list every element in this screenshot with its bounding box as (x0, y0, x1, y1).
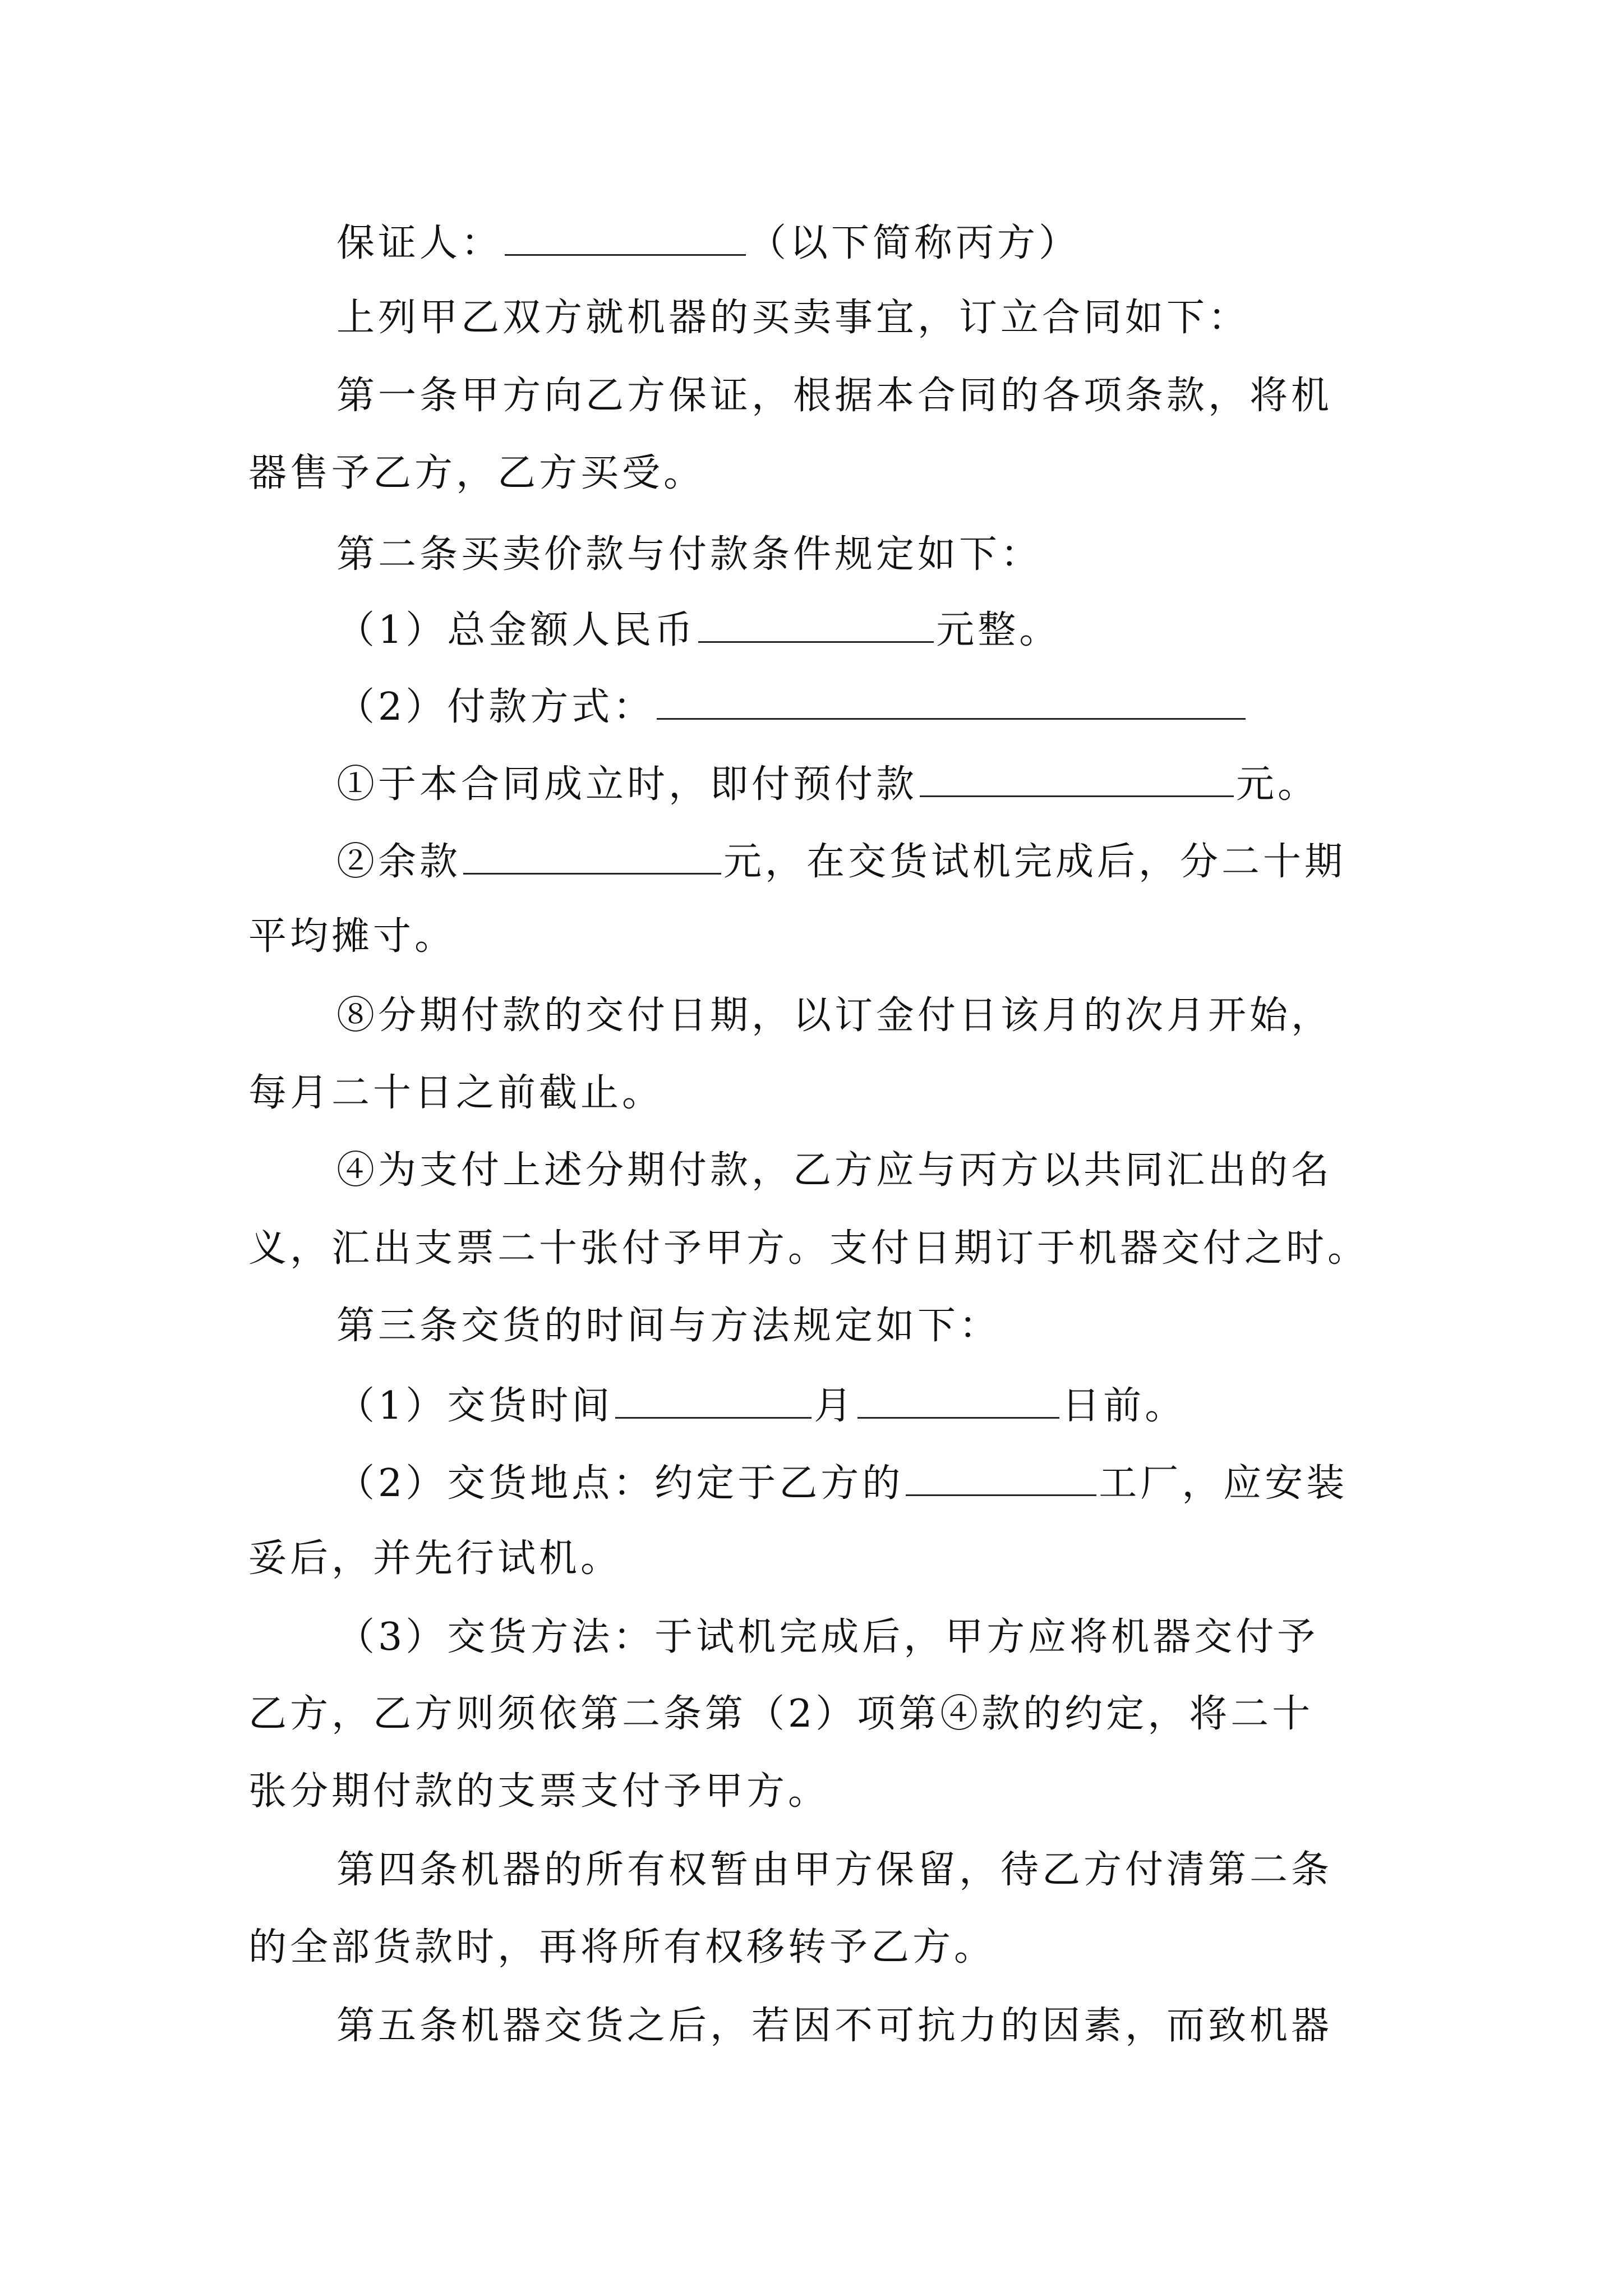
cheque-line-2: 义，汇出支票二十张付予甲方。支付日期订于机器交付之时。 (248, 1226, 1370, 1271)
delivery-time-line (336, 1384, 1187, 1428)
article-4-line-1: 第四条机器的所有权暂由甲方保留，待乙方付清第二条 (336, 1848, 1333, 1892)
delivery-day-unit: 日前。 (1062, 1384, 1187, 1428)
payment-method-label: （2）付款方式： (336, 685, 655, 729)
payment-method-line (336, 685, 1248, 729)
guarantor-blank (505, 222, 746, 256)
delivery-month-blank (615, 1384, 811, 1419)
delivery-place-label: （2）交货地点：约定于乙方的 (336, 1461, 904, 1506)
preamble-line: 上列甲乙双方就机器的买卖事宜，订立合同如下： (336, 296, 1250, 340)
guarantor-line (336, 222, 1080, 263)
article-1-line-1: 第一条甲方向乙方保证，根据本合同的各项条款，将机 (336, 374, 1333, 418)
delivery-place-line-1 (336, 1461, 1348, 1506)
delivery-method-line-3: 张分期付款的支票支付予甲方。 (248, 1769, 830, 1814)
delivery-day-blank (857, 1384, 1059, 1419)
delivery-month-unit: 月 (814, 1384, 856, 1428)
balance-text: 元，在交货试机完成后，分二十期 (723, 840, 1347, 884)
prepayment-unit: 元。 (1236, 762, 1320, 807)
total-amount-unit: 元整。 (936, 608, 1061, 652)
delivery-time-label: （1）交货时间 (336, 1384, 614, 1428)
cheque-line-1: ④为支付上述分期付款，乙方应与丙方以共同汇出的名 (336, 1148, 1333, 1193)
installment-date-line-1: ⑧分期付款的交付日期，以订金付日该月的次月开始， (336, 993, 1333, 1038)
total-amount-label: （1）总金额人民币 (336, 608, 697, 652)
delivery-place-text: 工厂，应安装 (1099, 1461, 1348, 1506)
payment-method-blank (657, 685, 1246, 720)
balance-label: ②余款 (336, 840, 462, 884)
prepayment-blank (920, 763, 1234, 797)
balance-blank (463, 840, 721, 875)
prepayment-label: ①于本合同成立时，即付预付款 (336, 762, 918, 807)
guarantor-label: 保证人： (336, 221, 503, 265)
delivery-place-blank (906, 1462, 1096, 1496)
delivery-method-line-1: （3）交货方法：于试机完成后，甲方应将机器交付予 (336, 1615, 1319, 1659)
article-1-line-2: 器售予乙方，乙方买受。 (248, 451, 706, 495)
delivery-method-line-2: 乙方，乙方则须依第二条第（2）项第④款的约定，将二十 (248, 1692, 1314, 1736)
balance-line-2: 平均摊寸。 (248, 914, 457, 959)
delivery-place-line-2: 妥后，并先行试机。 (248, 1536, 623, 1581)
total-amount-blank (698, 609, 934, 643)
total-amount-line (336, 609, 1061, 650)
balance-line-1 (336, 840, 1347, 884)
prepayment-line (336, 762, 1320, 807)
article-2-heading: 第二条买卖价款与付款条件规定如下： (336, 532, 1043, 577)
installment-date-line-2: 每月二十日之前截止。 (248, 1071, 664, 1115)
guarantor-note: （以下简称丙方） (748, 221, 1081, 265)
article-4-line-2: 的全部货款时，再将所有权移转予乙方。 (248, 1925, 996, 1970)
article-5-line-1: 第五条机器交货之后，若因不可抗力的因素，而致机器 (336, 2004, 1333, 2048)
article-3-heading: 第三条交货的时间与方法规定如下： (336, 1304, 1001, 1348)
